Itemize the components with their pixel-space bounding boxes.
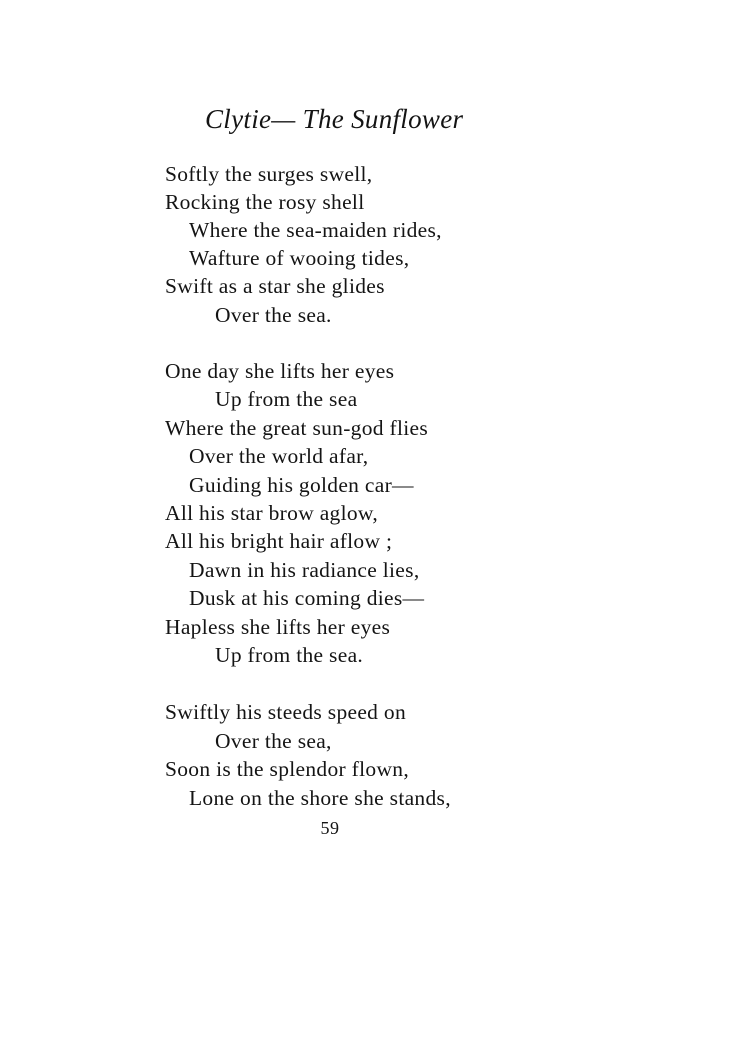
poem-line: Softly the surges swell, — [165, 162, 373, 186]
poem-line: Lone on the shore she stands, — [189, 786, 451, 810]
poem-line: Dawn in his radiance lies, — [189, 558, 420, 582]
poem-line: Swiftly his steeds speed on — [165, 700, 406, 724]
poem-line: Hapless she lifts her eyes — [165, 615, 391, 639]
poem-line: All his bright hair aflow ; — [165, 529, 393, 553]
poem-title: Clytie— The Sunflower — [205, 104, 464, 134]
page-number: 59 — [320, 818, 340, 838]
poem-line: Over the world afar, — [189, 444, 369, 468]
poem-line: Soon is the splendor flown, — [165, 757, 409, 781]
poem-line: Wafture of wooing tides, — [189, 246, 410, 270]
poem-line: All his star brow aglow, — [165, 501, 379, 525]
poem-line: Over the sea, — [215, 729, 332, 753]
poem-line: Up from the sea. — [215, 643, 364, 667]
poem-line: Rocking the rosy shell — [165, 190, 365, 214]
poem-line: Up from the sea — [215, 387, 358, 411]
poem-line: Swift as a star she glides — [165, 274, 385, 298]
poem-line: Over the sea. — [215, 303, 332, 327]
poem-line: Guiding his golden car— — [189, 473, 414, 497]
poem-line: One day she lifts her eyes — [165, 359, 395, 383]
poem-line: Dusk at his coming dies— — [189, 586, 425, 610]
poem-line: Where the sea-maiden rides, — [189, 218, 442, 242]
poem-line: Where the great sun-god flies — [165, 416, 429, 440]
